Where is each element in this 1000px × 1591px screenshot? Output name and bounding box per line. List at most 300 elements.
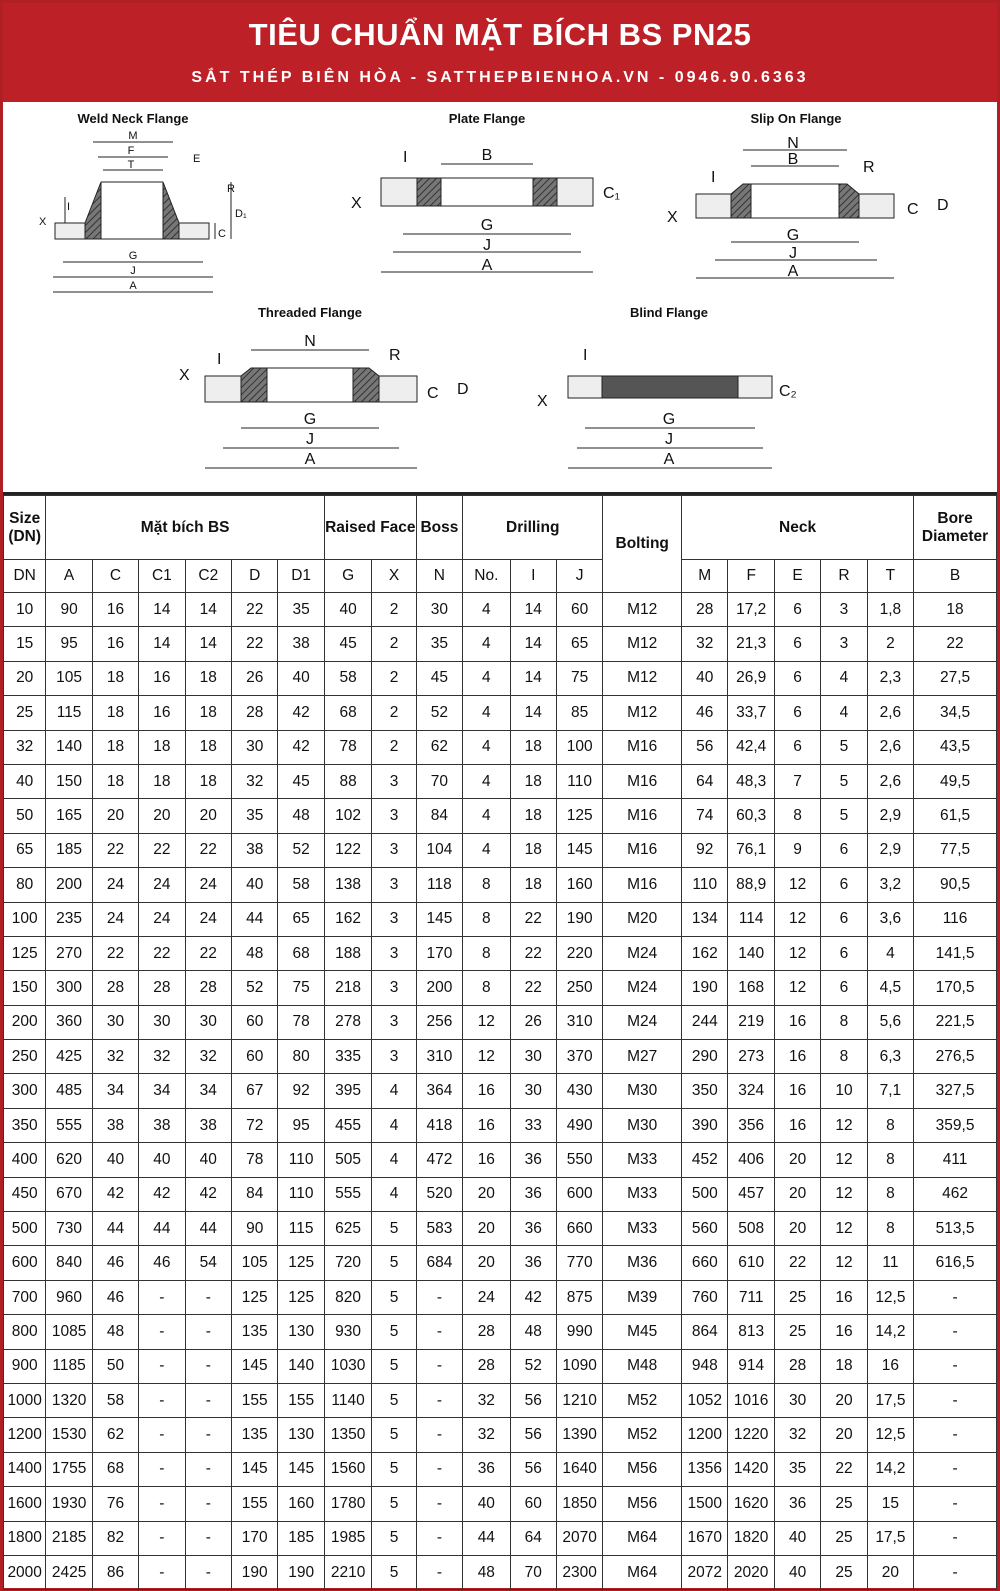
table-row [4,1040,997,1074]
table-cell: 105 [232,1246,278,1280]
table-cell: 8 [867,1108,913,1142]
table-cell: 16 [774,1108,820,1142]
table-cell: M30 [603,1108,682,1142]
table-cell: 6 [821,971,867,1005]
table-cell: 40 [92,1143,138,1177]
table-cell: 760 [682,1280,728,1314]
table-cell: 3 [821,627,867,661]
table-cell: - [914,1452,997,1486]
table-cell: 18 [185,696,231,730]
table-row [4,1383,997,1417]
table-cell: 684 [416,1246,462,1280]
column-header: T [867,560,913,593]
dim-label-g-threaded: G [303,411,317,428]
table-cell: 235 [46,902,92,936]
table-cell: 4 [463,764,510,798]
table-cell: 6,3 [867,1040,913,1074]
table-cell: 65 [556,627,602,661]
table-cell: 24 [185,902,231,936]
table-cell: 20 [463,1177,510,1211]
table-cell: 125 [278,1246,324,1280]
table-cell: 2,6 [867,730,913,764]
table-cell: M48 [603,1349,682,1383]
table-cell: 670 [46,1177,92,1211]
table-cell: 200 [416,971,462,1005]
table-cell: 2,3 [867,661,913,695]
dim-label-x: X [39,216,47,228]
table-cell: 720 [324,1246,371,1280]
table-cell: 75 [278,971,324,1005]
table-cell: 70 [416,764,462,798]
table-cell: 6 [774,661,820,695]
table-row [4,868,997,902]
table-cell: 3 [372,868,416,902]
table-cell: 82 [92,1521,138,1555]
column-header: D [232,560,278,593]
table-cell: 24 [185,868,231,902]
header-mat-bich: Mặt bích BS [46,496,325,560]
table-cell: 2020 [728,1555,774,1589]
table-cell: 30 [774,1383,820,1417]
table-cell: 364 [416,1074,462,1108]
table-cell: 20 [821,1418,867,1452]
table-cell: 18 [92,730,138,764]
table-cell: 3 [372,764,416,798]
table-cell: 22 [510,971,556,1005]
table-cell: 35 [416,627,462,661]
table-cell: 30 [416,593,462,627]
table-cell: 2070 [556,1521,602,1555]
table-cell: 14,2 [867,1315,913,1349]
table-cell: 310 [416,1040,462,1074]
table-cell: 411 [914,1143,997,1177]
table-cell: 36 [774,1487,820,1521]
table-cell: 8 [463,971,510,1005]
header-bolting: Bolting [603,496,682,593]
table-cell: 4 [821,661,867,695]
dim-label-j: J [130,265,136,277]
dim-label-c-slip: C [907,201,919,218]
table-cell: 16 [774,1005,820,1039]
table-cell: 36 [510,1177,556,1211]
table-cell: 67 [232,1074,278,1108]
table-cell: 10 [821,1074,867,1108]
header-raised-face: Raised Face [324,496,416,560]
table-row [4,1487,997,1521]
table-cell: 3 [372,971,416,1005]
table-cell: 40 [139,1143,185,1177]
table-cell: 3 [372,799,416,833]
table-cell: 25 [4,696,46,730]
table-cell: 218 [324,971,371,1005]
table-cell: 165 [46,799,92,833]
table-cell: 24 [92,868,138,902]
table-cell: M24 [603,1005,682,1039]
table-cell: 430 [556,1074,602,1108]
table-cell: 22 [232,593,278,627]
table-row [4,1521,997,1555]
weld-neck-flange-label: Weld Neck Flange [77,111,189,126]
table-cell: 140 [728,936,774,970]
table-cell: 700 [4,1280,46,1314]
table-cell: 2425 [46,1555,92,1589]
table-cell: 800 [4,1315,46,1349]
table-cell: 616,5 [914,1246,997,1280]
table-cell: 5 [372,1349,416,1383]
table-cell: 122 [324,833,371,867]
table-cell: 1,8 [867,593,913,627]
table-cell: 22 [185,833,231,867]
table-cell: M45 [603,1315,682,1349]
dim-label-x-blind: X [537,393,548,410]
table-cell: 40 [232,868,278,902]
table-cell: 14 [185,627,231,661]
table-cell: 95 [278,1108,324,1142]
table-cell: 11 [867,1246,913,1280]
table-cell: - [139,1487,185,1521]
table-cell: 220 [556,936,602,970]
table-cell: 188 [324,936,371,970]
table-cell: 555 [324,1177,371,1211]
table-cell: 170 [416,936,462,970]
table-cell: 35 [774,1452,820,1486]
table-cell: 12 [463,1040,510,1074]
threaded-flange-label: Threaded Flange [257,305,363,320]
column-header: C2 [185,560,231,593]
dim-label-x-plate: X [351,195,362,212]
table-row [4,593,997,627]
table-cell: 5 [821,730,867,764]
table-cell: 88,9 [728,868,774,902]
table-column-header-row [4,560,997,593]
table-cell: 490 [556,1108,602,1142]
table-cell: 32 [185,1040,231,1074]
table-cell: 40 [324,593,371,627]
table-cell: 6 [821,936,867,970]
table-cell: 406 [728,1143,774,1177]
table-cell: 370 [556,1040,602,1074]
table-cell: 64 [510,1521,556,1555]
table-cell: 200 [4,1005,46,1039]
table-cell: 5 [372,1555,416,1589]
table-cell: 145 [232,1349,278,1383]
table-cell: 26,9 [728,661,774,695]
table-cell: 425 [46,1040,92,1074]
table-cell: 17,5 [867,1521,913,1555]
table-cell: 52 [232,971,278,1005]
table-cell: 8 [463,868,510,902]
table-cell: 5 [821,799,867,833]
table-cell: 350 [4,1108,46,1142]
table-cell: 162 [324,902,371,936]
table-cell: M64 [603,1555,682,1589]
table-cell: 4 [867,936,913,970]
table-cell: 3 [821,593,867,627]
table-cell: M12 [603,593,682,627]
table-cell: 12 [463,1005,510,1039]
table-cell: 38 [278,627,324,661]
table-cell: 28 [185,971,231,1005]
table-cell: - [185,1280,231,1314]
table-cell: 90 [232,1212,278,1246]
table-cell: 1985 [324,1521,371,1555]
column-header: J [556,560,602,593]
table-cell: 1500 [682,1487,728,1521]
header-neck: Neck [682,496,914,560]
dim-label-d1: D₁ [235,208,247,220]
table-cell: 36 [510,1143,556,1177]
table-cell: 80 [278,1040,324,1074]
column-header: DN [4,560,46,593]
table-cell: 914 [728,1349,774,1383]
dim-label-i: I [67,201,71,213]
table-cell: M33 [603,1212,682,1246]
table-cell: 155 [232,1487,278,1521]
table-cell: 56 [510,1418,556,1452]
table-cell: 140 [278,1349,324,1383]
table-row [4,1177,997,1211]
table-cell: 145 [232,1452,278,1486]
table-cell: 14 [139,627,185,661]
table-cell: 32 [463,1418,510,1452]
table-cell: 2,9 [867,799,913,833]
table-row [4,833,997,867]
table-cell: 550 [556,1143,602,1177]
dim-label-f: F [127,145,135,157]
table-cell: 68 [278,936,324,970]
table-cell: 15 [867,1487,913,1521]
header-boss: Boss [416,496,462,560]
dim-label-j-slip: J [789,245,797,262]
table-cell: 46 [92,1246,138,1280]
table-cell: 1320 [46,1383,92,1417]
table-cell: 118 [416,868,462,902]
table-cell: 462 [914,1177,997,1211]
table-cell: 20 [92,799,138,833]
table-cell: 56 [510,1452,556,1486]
table-cell: M16 [603,730,682,764]
table-cell: 20 [867,1555,913,1589]
table-cell: 40 [463,1487,510,1521]
table-cell: - [139,1555,185,1589]
table-cell: 22 [914,627,997,661]
table-body [4,593,997,1590]
table-cell: 610 [728,1246,774,1280]
table-cell: 42 [510,1280,556,1314]
column-header: D1 [278,560,324,593]
table-cell: - [139,1521,185,1555]
table-cell: 18 [185,730,231,764]
table-cell: 115 [278,1212,324,1246]
table-cell: 12 [821,1212,867,1246]
table-cell: 60,3 [728,799,774,833]
table-cell: 25 [774,1280,820,1314]
table-cell: 2 [372,730,416,764]
table-cell: 135 [232,1315,278,1349]
table-cell: 1052 [682,1383,728,1417]
table-cell: 9 [774,833,820,867]
table-cell: 160 [556,868,602,902]
table-cell: 324 [728,1074,774,1108]
table-cell: 74 [682,799,728,833]
table-cell: 1090 [556,1349,602,1383]
table-cell: 256 [416,1005,462,1039]
table-cell: 472 [416,1143,462,1177]
table-cell: 65 [4,833,46,867]
table-cell: 18 [92,661,138,695]
table-cell: 455 [324,1108,371,1142]
dim-label-c2: C₂ [779,383,797,400]
table-cell: 105 [46,661,92,695]
table-cell: 16 [139,696,185,730]
table-cell: 16 [139,661,185,695]
table-cell: 80 [4,868,46,902]
table-cell: 30 [92,1005,138,1039]
table-cell: 4 [463,627,510,661]
table-cell: 4 [821,696,867,730]
table-cell: 3,6 [867,902,913,936]
table-cell: 14 [510,593,556,627]
table-cell: 76 [92,1487,138,1521]
dim-label-t: T [127,159,135,171]
table-cell: 32 [774,1418,820,1452]
table-cell: 28 [139,971,185,1005]
table-cell: 140 [46,730,92,764]
dim-label-a-plate: A [481,257,493,274]
column-header: E [774,560,820,593]
table-cell: 110 [682,868,728,902]
table-cell: 58 [278,868,324,902]
table-cell: 12,5 [867,1418,913,1452]
table-cell: - [185,1315,231,1349]
table-cell: 32 [139,1040,185,1074]
dim-label-g-plate: G [480,217,494,234]
table-cell: 12 [821,1246,867,1280]
table-cell: 22 [185,936,231,970]
table-cell: 52 [510,1349,556,1383]
table-cell: 5 [372,1487,416,1521]
table-cell: 45 [278,764,324,798]
dim-label-n-slip: N [787,135,799,152]
table-cell: 84 [232,1177,278,1211]
table-cell: 33,7 [728,696,774,730]
table-cell: 4 [463,833,510,867]
table-cell: 30 [510,1040,556,1074]
table-cell: 40 [774,1521,820,1555]
table-cell: 2000 [4,1555,46,1589]
table-row [4,696,997,730]
table-cell: 18 [510,868,556,902]
table-cell: 125 [232,1280,278,1314]
table-cell: M12 [603,696,682,730]
table-cell: 244 [682,1005,728,1039]
table-cell: 52 [278,833,324,867]
table-cell: 36 [463,1452,510,1486]
table-cell: 60 [510,1487,556,1521]
table-cell: 18 [510,799,556,833]
table-cell: 1640 [556,1452,602,1486]
dim-label-j-blind: J [665,431,673,448]
column-header: A [46,560,92,593]
table-cell: 8 [774,799,820,833]
table-cell: 2210 [324,1555,371,1589]
table-cell: 190 [278,1555,324,1589]
table-cell: 168 [728,971,774,1005]
table-cell: 36 [510,1246,556,1280]
table-cell: 85 [556,696,602,730]
table-cell: 359,5 [914,1108,997,1142]
table-cell: 930 [324,1315,371,1349]
table-cell: 12 [821,1108,867,1142]
flange-diagrams [3,102,997,495]
table-cell: 52 [416,696,462,730]
table-cell: 350 [682,1074,728,1108]
table-cell: - [416,1315,462,1349]
column-header: I [510,560,556,593]
table-cell: 20 [139,799,185,833]
table-row [4,1280,997,1314]
table-cell: 22 [821,1452,867,1486]
table-cell: 4 [372,1108,416,1142]
table-cell: 16 [463,1143,510,1177]
table-cell: 12 [821,1177,867,1211]
table-cell: 400 [4,1143,46,1177]
table-cell: 28 [463,1315,510,1349]
table-cell: 4,5 [867,971,913,1005]
table-cell: 35 [232,799,278,833]
table-cell: 49,5 [914,764,997,798]
table-group-header-row [4,496,997,560]
table-cell: 50 [92,1349,138,1383]
table-cell: 75 [556,661,602,695]
table-cell: M64 [603,1521,682,1555]
table-cell: 45 [324,627,371,661]
table-cell: 520 [416,1177,462,1211]
table-cell: 40 [185,1143,231,1177]
table-cell: 43,5 [914,730,997,764]
table-row [4,1143,997,1177]
table-cell: 1185 [46,1349,92,1383]
table-cell: 40 [774,1555,820,1589]
table-cell: 42 [278,730,324,764]
table-cell: - [185,1555,231,1589]
dim-label-j-threaded: J [306,431,314,448]
table-cell: 770 [556,1246,602,1280]
table-cell: 1390 [556,1418,602,1452]
dim-label-i-slip: I [711,169,716,186]
table-cell: 78 [278,1005,324,1039]
table-cell: 32 [4,730,46,764]
table-cell: 221,5 [914,1005,997,1039]
table-cell: 2,9 [867,833,913,867]
dim-label-x-slip: X [667,209,678,226]
table-cell: 58 [324,661,371,695]
table-cell: 20 [463,1212,510,1246]
table-cell: 44 [463,1521,510,1555]
table-cell: 300 [4,1074,46,1108]
table-cell: 56 [682,730,728,764]
table-cell: 48 [510,1315,556,1349]
table-cell: - [139,1383,185,1417]
table-cell: 58 [92,1383,138,1417]
dim-label-m: M [128,130,138,142]
table-cell: 56 [510,1383,556,1417]
table-row [4,1452,997,1486]
table-cell: 2,6 [867,764,913,798]
table-cell: 62 [92,1418,138,1452]
table-cell: M24 [603,971,682,1005]
page-title: TIÊU CHUẨN MẶT BÍCH BS PN25 [248,17,752,52]
